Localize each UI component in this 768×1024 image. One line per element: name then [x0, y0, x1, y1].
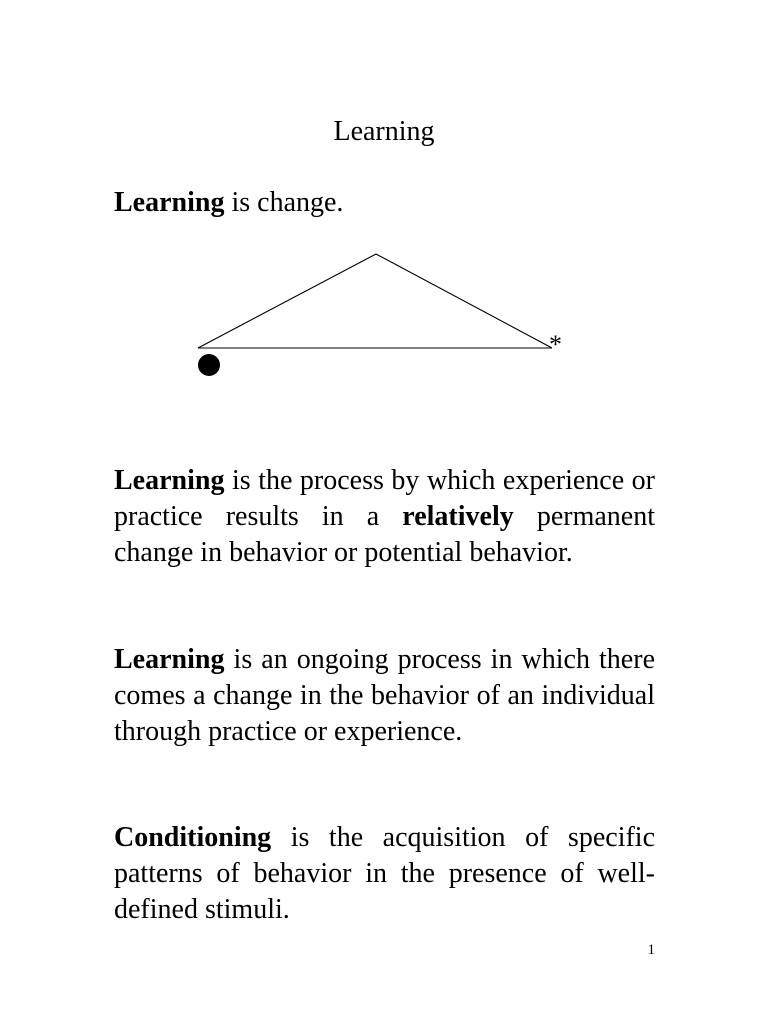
definition-term: Learning — [114, 465, 225, 496]
definition-text: permanent change in behavior or potential behavior. — [114, 501, 655, 568]
definition-learning-2 — [114, 642, 655, 750]
definition-text: is an ongoing process in which there comes a change in the behavior of an individual through practice or experience. — [114, 644, 655, 747]
definition-text: is the process by which experience or practice results in a — [114, 465, 655, 532]
intro-text: is change. — [224, 187, 344, 218]
end-asterisk: * — [549, 330, 562, 359]
definition-emphasis: relatively — [402, 501, 514, 532]
definition-learning-1 — [114, 463, 655, 571]
page-title: Learning — [333, 116, 435, 147]
start-dot-icon — [198, 354, 220, 376]
learning-change-diagram — [190, 245, 580, 385]
definition-term: Conditioning — [114, 822, 272, 853]
page-number: 1 — [647, 942, 655, 958]
intro-statement — [114, 185, 655, 221]
definition-conditioning — [114, 820, 655, 928]
definition-text: is the acquisition of specific patterns of behavior in the presence of well-defined stimuli. — [114, 822, 655, 925]
triangle-sides — [198, 254, 552, 348]
definition-term: Learning — [114, 644, 225, 675]
intro-term: Learning — [114, 187, 225, 218]
